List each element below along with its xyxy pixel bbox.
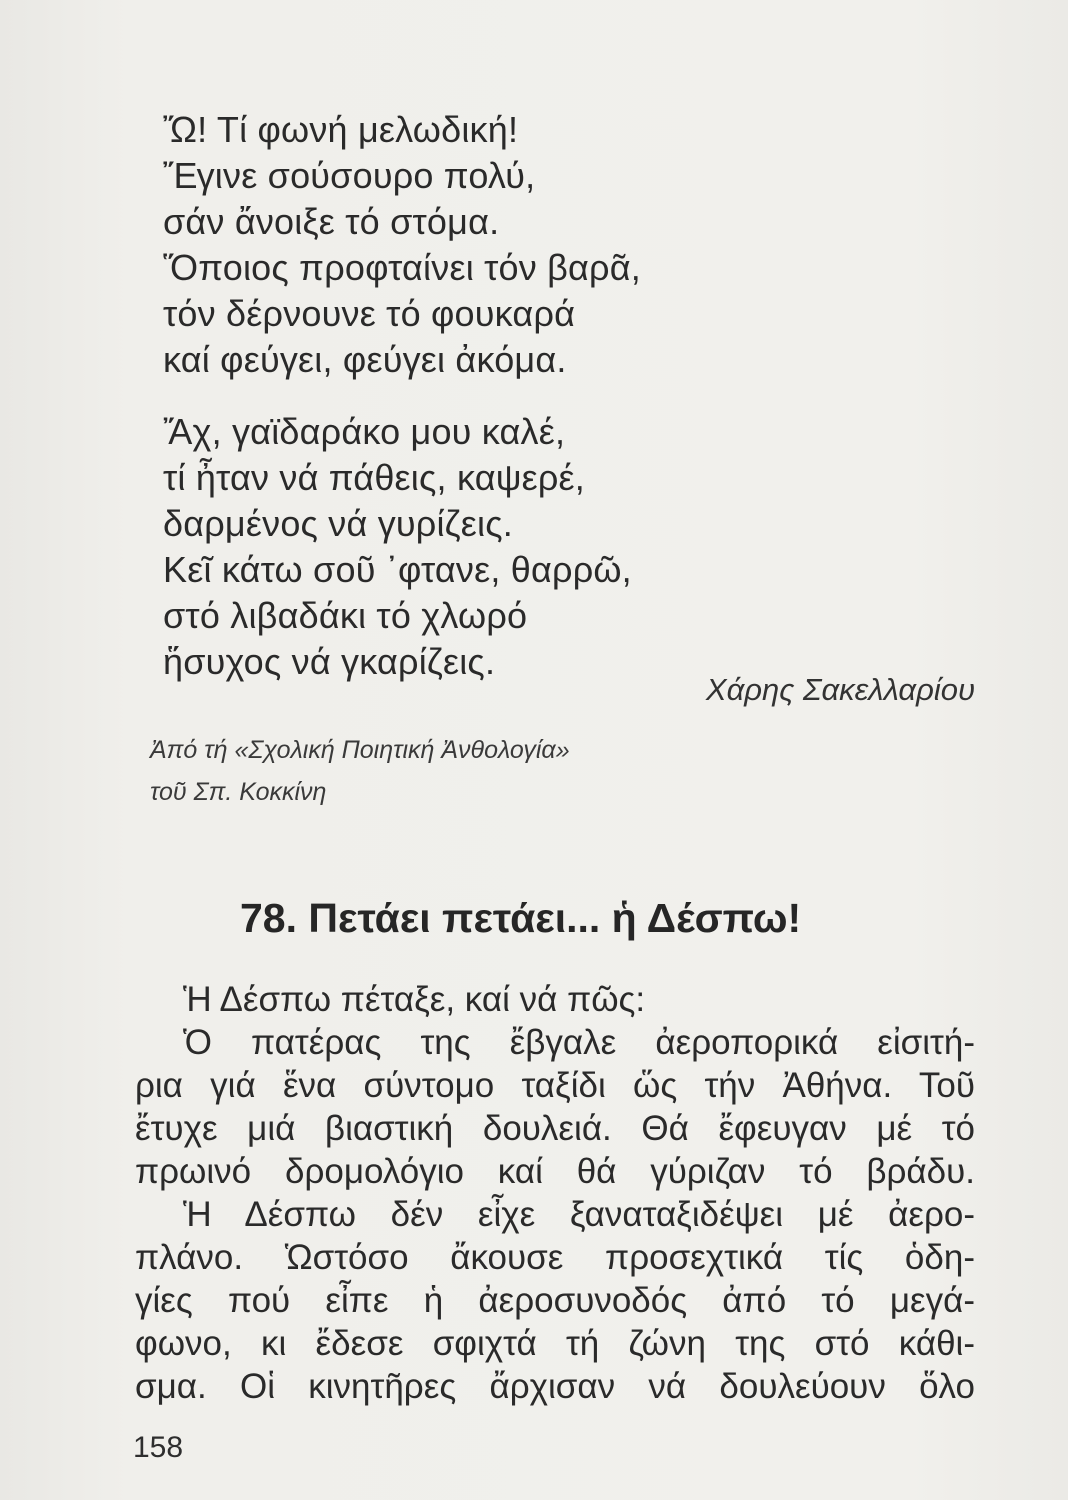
poem-verse: Ὅποιος προφταίνει τόν βαρᾶ, <box>163 247 641 288</box>
body-line: σμα. Οἱ κινητῆρες ἄρχισαν νά δουλεύουν ὅλο <box>135 1367 975 1406</box>
poem-verse: Ἔγινε σούσουρο πολύ, <box>163 155 536 196</box>
page-number: 158 <box>133 1431 184 1464</box>
poem-verse: καί φεύγει, φεύγει ἀκόμα. <box>163 339 567 380</box>
poem-stanza-1 <box>163 107 803 383</box>
poem-verse: τόν δέρνουνε τό φουκαρά <box>163 293 576 334</box>
poem-source-citation <box>150 729 570 813</box>
poem-stanza-2 <box>163 409 803 685</box>
body-line: φωνο, κι ἔδεσε σφιχτά τή ζώνη της στό κάθι- <box>135 1324 975 1363</box>
poem-verse: Κεῖ κάτω σοῦ ᾽φτανε, θαρρῶ, <box>163 549 632 590</box>
body-line: ρια γιά ἕνα σύντομο ταξίδι ὥς τήν Ἀθήνα. Τοῦ <box>135 1066 975 1105</box>
body-line: πλάνο. Ὡστόσο ἄκουσε προσεχτικά τίς ὁδη- <box>135 1238 975 1277</box>
poem-verse: Ἄχ, γαϊδαράκο μου καλέ, <box>163 411 566 452</box>
body-line: Ὁ πατέρας της ἔβγαλε ἀεροπορικά εἰσιτή- <box>183 1023 975 1062</box>
section-body <box>135 978 975 1408</box>
section-heading: 78. Πετάει πετάει... ἡ Δέσπω! <box>240 895 802 941</box>
poem-verse: στό λιβαδάκι τό χλωρό <box>163 595 528 636</box>
body-line: γίες πού εἶπε ἡ ἀεροσυνοδός ἀπό τό μεγά- <box>135 1281 975 1320</box>
body-line: ἔτυχε μιά βιαστική δουλειά. Θά ἔφευγαν μέ τό <box>135 1109 975 1148</box>
source-line: Ἀπό τή «Σχολική Ποιητική Ἀνθολογία» <box>150 736 570 764</box>
poem-verse: ἥσυχος νά γκαρίζεις. <box>163 641 496 682</box>
poem-verse: τί ἦταν νά πάθεις, καψερέ, <box>163 457 585 498</box>
poem-verse: σάν ἄνοιξε τό στόμα. <box>163 201 500 242</box>
body-line: Ἡ Δέσπω δέν εἶχε ξαναταξιδέψει μέ ἀερο- <box>183 1195 975 1234</box>
poem-verse: Ὤ! Τί φωνή μελωδική! <box>163 109 519 150</box>
body-line: πρωινό δρομολόγιο καί θά γύριζαν τό βράδυ. <box>135 1152 975 1191</box>
poem-verse: δαρμένος νά γυρίζεις. <box>163 503 513 544</box>
source-line: τοῦ Σπ. Κοκκίνη <box>150 778 327 806</box>
poem-author: Χάρης Σακελλαρίου <box>705 672 975 707</box>
body-line: Ἡ Δέσπω πέταξε, καί νά πῶς: <box>183 980 646 1019</box>
